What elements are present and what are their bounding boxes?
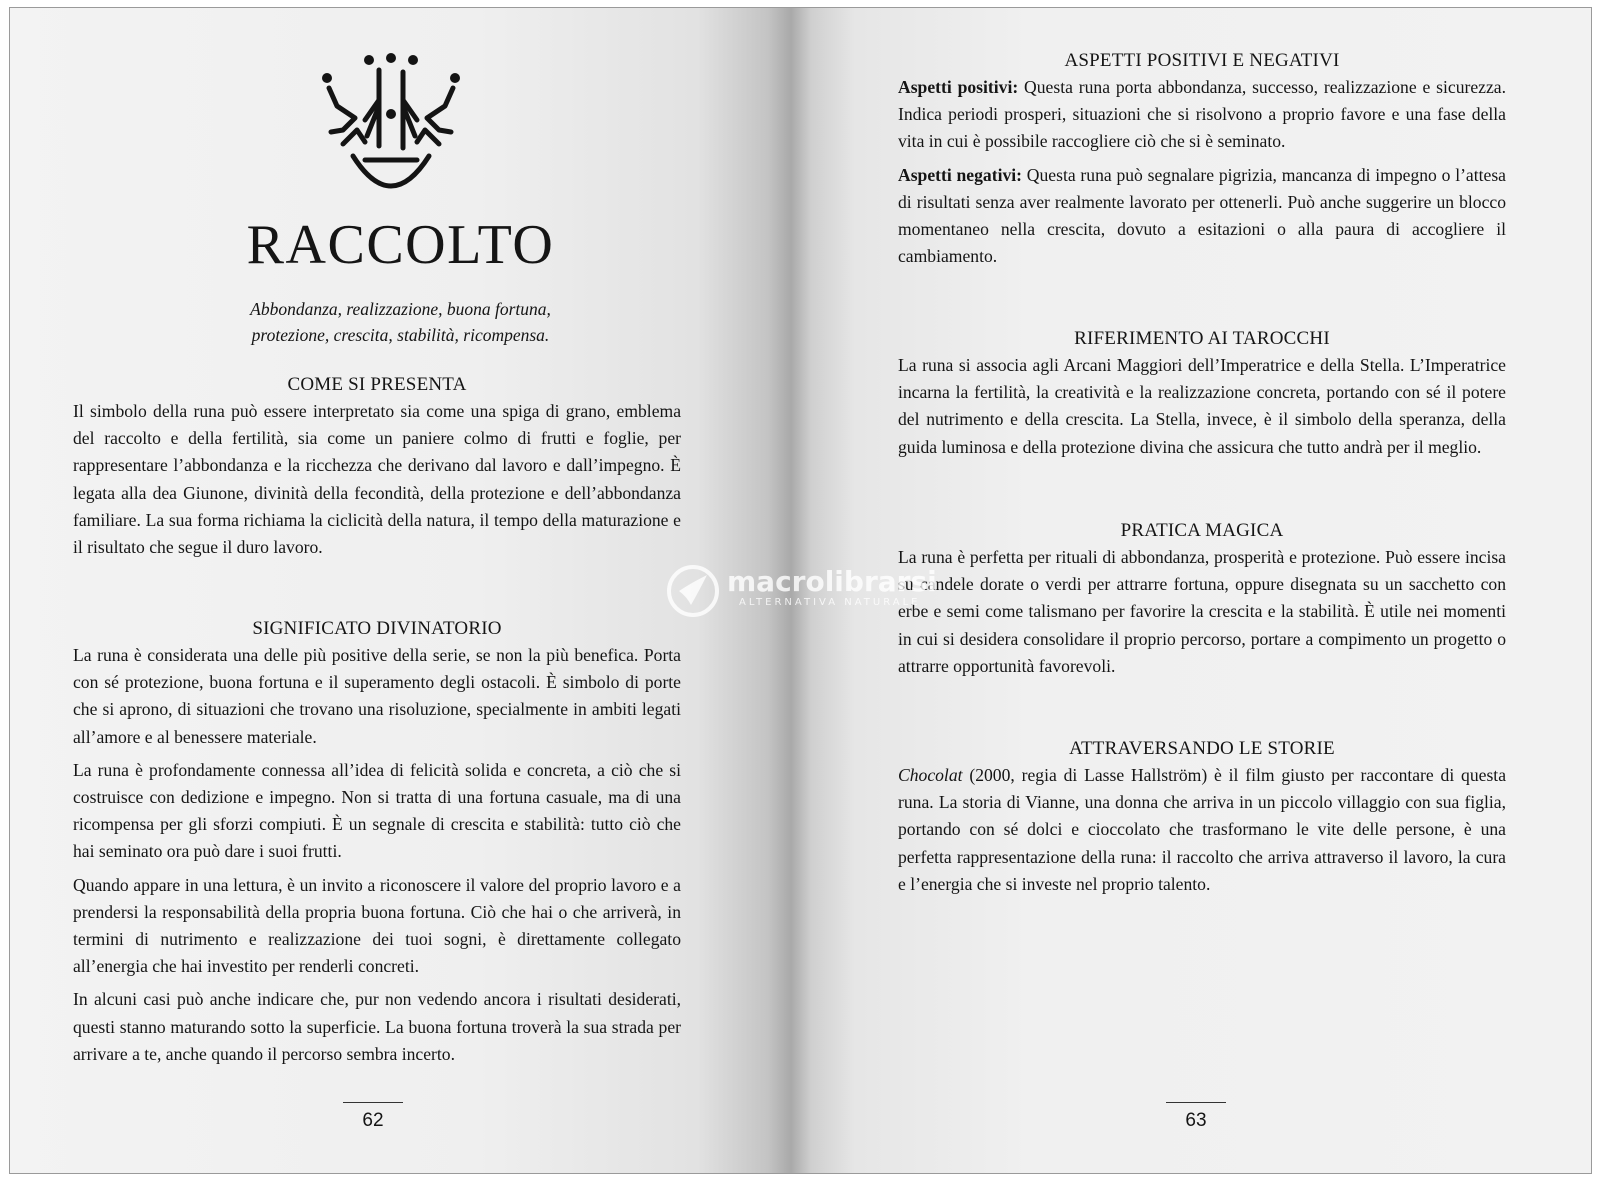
section-heading: COME SI PRESENTA bbox=[287, 374, 467, 395]
right-page bbox=[791, 8, 1591, 1173]
watermark-tagline: ALTERNATIVA NATURALE bbox=[739, 597, 921, 608]
section-storie bbox=[898, 736, 1506, 898]
page-number-rule bbox=[1166, 1102, 1226, 1103]
subtitle-line-2: protezione, crescita, stabilità, ricompensa. bbox=[251, 325, 550, 345]
paragraph: La runa è considerata una delle più positive della serie, se non la più benefica. Porta con sé protezione, buona fortuna e il superamento degli ostacoli. È simbolo di porte che si aprono, di situazioni che trovano una risoluzione, specialmente in ambiti legati all’amore e al benessere materiale. bbox=[73, 645, 681, 747]
paragraph: La runa si associa agli Arcani Maggiori dell’Imperatrice e della Stella. L’Imperatrice incarna la fertilità, la creatività e la realizzazione concreta, portando con sé il potere del nutrimento e della crescita. La Stella, invece, è il simbolo della speranza, della guida luminosa e della protezione divina che assicura che tutto andrà per il meglio. bbox=[898, 355, 1506, 457]
paragraph-negative bbox=[898, 162, 1506, 271]
paragraph: La runa è profondamente connessa all’idea di felicità solida e concreta, a ciò che si costruisce con dedizione e impegno. Non si tratta di una fortuna casuale, ma di una ricompensa per gli sforzi compiuti. È un segnale di crescita e stabilità: tutto ciò che hai seminato ora può dare i suoi frutti. bbox=[73, 759, 681, 862]
section-heading: PRATICA MAGICA bbox=[1120, 520, 1284, 541]
page-number: 62 bbox=[362, 1110, 384, 1131]
page-number-rule bbox=[343, 1102, 403, 1103]
film-text: (2000, regia di Lasse Hallström) è il film giusto per raccontare di questa runa. La storia di Vianne, una donna che arriva in un piccolo villaggio con sua figlia, portando con sé dolci e cioccolato che trasformano le vite delle persone, è una perfetta rappresentazione della runa: il raccolto che arriva attraverso il lavoro, la cura e l’energia che si investe nel proprio talento. bbox=[898, 765, 1506, 894]
negative-text: Questa runa può segnalare pigrizia, mancanza di impegno o l’attesa di risultati senza aver realmente lavorato per ottenerli. Può anche suggerire un blocco momentaneo nella crescita, dovuto a esitazioni o alla paura di accogliere il cambiamento. bbox=[898, 164, 1506, 267]
page-title: RACCOLTO bbox=[246, 214, 555, 276]
section-heading: ASPETTI POSITIVI E NEGATIVI bbox=[1064, 50, 1340, 71]
section-come-si-presenta bbox=[73, 372, 681, 561]
section-heading: RIFERIMENTO AI TAROCCHI bbox=[1074, 328, 1330, 349]
positive-text: Questa runa porta abbondanza, successo, realizzazione e sicurezza. Indica periodi prosperi, situazioni che si risolvono a proprio favore e una fase della vita in cui è possibile raccogliere ciò che si è seminato. bbox=[898, 77, 1506, 152]
rune-symbol-icon bbox=[317, 48, 465, 198]
section-heading: SIGNIFICATO DIVINATORIO bbox=[252, 618, 502, 639]
watermark-brand: macrolibrarsi bbox=[727, 565, 937, 598]
film-title: Chocolat bbox=[898, 765, 963, 785]
paragraph: La runa è perfetta per rituali di abbondanza, prosperità e protezione. Può essere incisa su candele dorate o verdi per attrarre fortuna, oppure disegnata su un sacchetto con erbe e semi come talismano per favorire la crescita e la stabilità. È utile nei momenti in cui si desidera consolidare il proprio percorso, portare a compimento un progetto o attrarre opportunità favorevoli. bbox=[898, 547, 1506, 676]
paragraph: Quando appare in una lettura, è un invito a riconoscere il valore del proprio lavoro e a prendersi la responsabilità della propria buona fortuna. Ciò che hai o che arriverà, in termini di nutrimento e realizzazione dei tuoi sogni, è direttamente collegato all’energia che hai investito per renderli concreti. bbox=[73, 874, 681, 977]
paragraph-positive bbox=[898, 74, 1506, 156]
paragraph bbox=[898, 762, 1506, 898]
book-spread bbox=[9, 7, 1592, 1174]
paragraph: Il simbolo della runa può essere interpretato sia come una spiga di grano, emblema del raccolto e della fertilità, sia come un paniere colmo di frutti e foglie, per rappresentare l’abbondanza e la ricchezza che derivano dal lavoro e dall’impegno. È legata alla dea Giunone, divinità della fecondità, della protezione e dell’abbondanza familiare. La sua forma richiama la ciclicità della natura, il tempo della maturazione e il risultato che segue il duro lavoro. bbox=[73, 401, 681, 558]
section-aspetti bbox=[898, 48, 1506, 270]
left-page bbox=[10, 8, 791, 1173]
section-tarocchi bbox=[898, 326, 1506, 461]
subtitle bbox=[70, 296, 731, 348]
section-pratica-magica bbox=[898, 518, 1506, 680]
subtitle-line-1: Abbondanza, realizzazione, buona fortuna, bbox=[250, 299, 551, 319]
section-significato-divinatorio bbox=[73, 616, 681, 1068]
section-heading: ATTRAVERSANDO LE STORIE bbox=[1069, 738, 1335, 759]
negative-label: Aspetti negativi: bbox=[898, 164, 1023, 185]
paragraph: In alcuni casi può anche indicare che, pur non vedendo ancora i risultati desiderati, questi stanno maturando sotto la superficie. La buona fortuna troverà la sua strada per arrivare a te, anche quando il percorso sembra incerto. bbox=[73, 989, 681, 1064]
page-number: 63 bbox=[1185, 1110, 1207, 1131]
positive-label: Aspetti positivi: bbox=[898, 77, 1019, 97]
